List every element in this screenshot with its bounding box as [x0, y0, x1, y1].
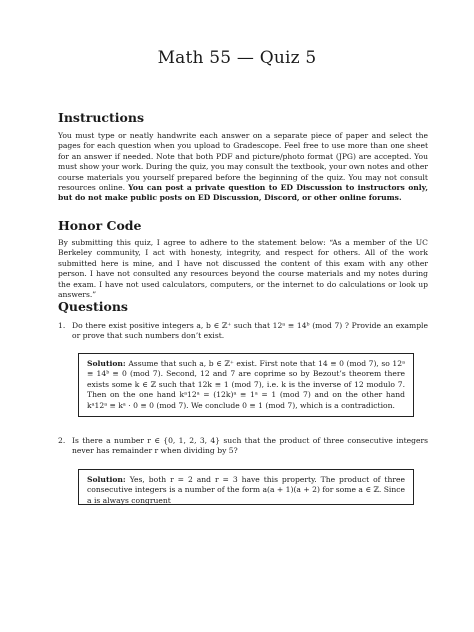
instructions-bold-note: You can post a private question to ED Discussion to instructors only, but do not make public posts on ED Discussion, Discord, or other online forums. — [58, 183, 428, 203]
honor-code-text: By submitting this quiz, I agree to adhere to the statement below: “As a member of the UC Berkeley community, I act with honesty, integrity, and respect for others. All of the work submitted here is mine, and I have not discussed the content of this exam with any other person. I have not consulted any resources beyond the course materials and my notes during the exam. I have not used calculators, computers, or the internet to do calculations or look up answers.” — [58, 238, 428, 300]
solution-box-2 — [78, 469, 414, 505]
question-number: 1. — [58, 321, 66, 330]
instructions-heading: Instructions — [58, 110, 145, 125]
instructions-body: You must type or neatly handwrite each answer on a separate piece of paper and select the pages for each question when you upload to Gradescope. Feel free to use more than one sheet for an answer if needed. Note that both PDF and picture/photo format (JPG) are accepted. You must show your work. During the quiz, you may consult the textbook, your own notes and other course materials you yourself prepared before the beginning of the quiz. You may not consult resources online. — [58, 131, 428, 193]
honor-code-heading: Honor Code — [58, 218, 142, 233]
question-number: 2. — [58, 436, 66, 445]
page-title: Math 55 — Quiz 5 — [157, 48, 317, 68]
solution-text: Assume that such a, b ∈ ℤ⁺ exist. First note that 14 ≡ 0 (mod 7), so 12ᵃ ≡ 14ᵇ ≡ 0 (mod 7). Second, 12 and 7 are coprime so by Bezout’s theorem there exists some k ∈ ℤ such that 12k ≡ 1 (mod 7), i.e. k is the inverse of 12 modulo 7. Then on the one hand kᵃ12ᵃ = (12k)ᵃ ≡ 1ᵃ = 1 (mod 7) and on the other hand kᵃ12ᵃ ≡ kᵃ · 0 ≡ 0 (mod 7). We conclude 0 ≡ 1 (mod 7), which is a contradiction. — [87, 359, 406, 410]
question-1 — [58, 321, 428, 342]
solution-label: Solution: — [87, 359, 126, 368]
solution-box-1 — [78, 353, 414, 417]
question-2 — [58, 436, 428, 457]
question-text: Is there a number r ∈ {0, 1, 2, 3, 4} such that the product of three consecutive integers never has remainder r when dividing by 5? — [72, 436, 428, 456]
instructions-text — [58, 131, 428, 204]
solution-label: Solution: — [87, 475, 126, 484]
solution-content — [87, 475, 405, 505]
questions-heading: Questions — [58, 299, 128, 314]
question-text: Do there exist positive integers a, b ∈ ℤ⁺ such that 12ᵃ ≡ 14ᵇ (mod 7) ? Provide an example or prove that such numbers don’t exist. — [72, 321, 428, 341]
solution-text: Yes, both r = 2 and r = 3 have this property. The product of three consecutive integers is a number of the form a(a + 1)(a + 2) for some a ∈ ℤ. Since a is always congruent — [87, 475, 405, 505]
